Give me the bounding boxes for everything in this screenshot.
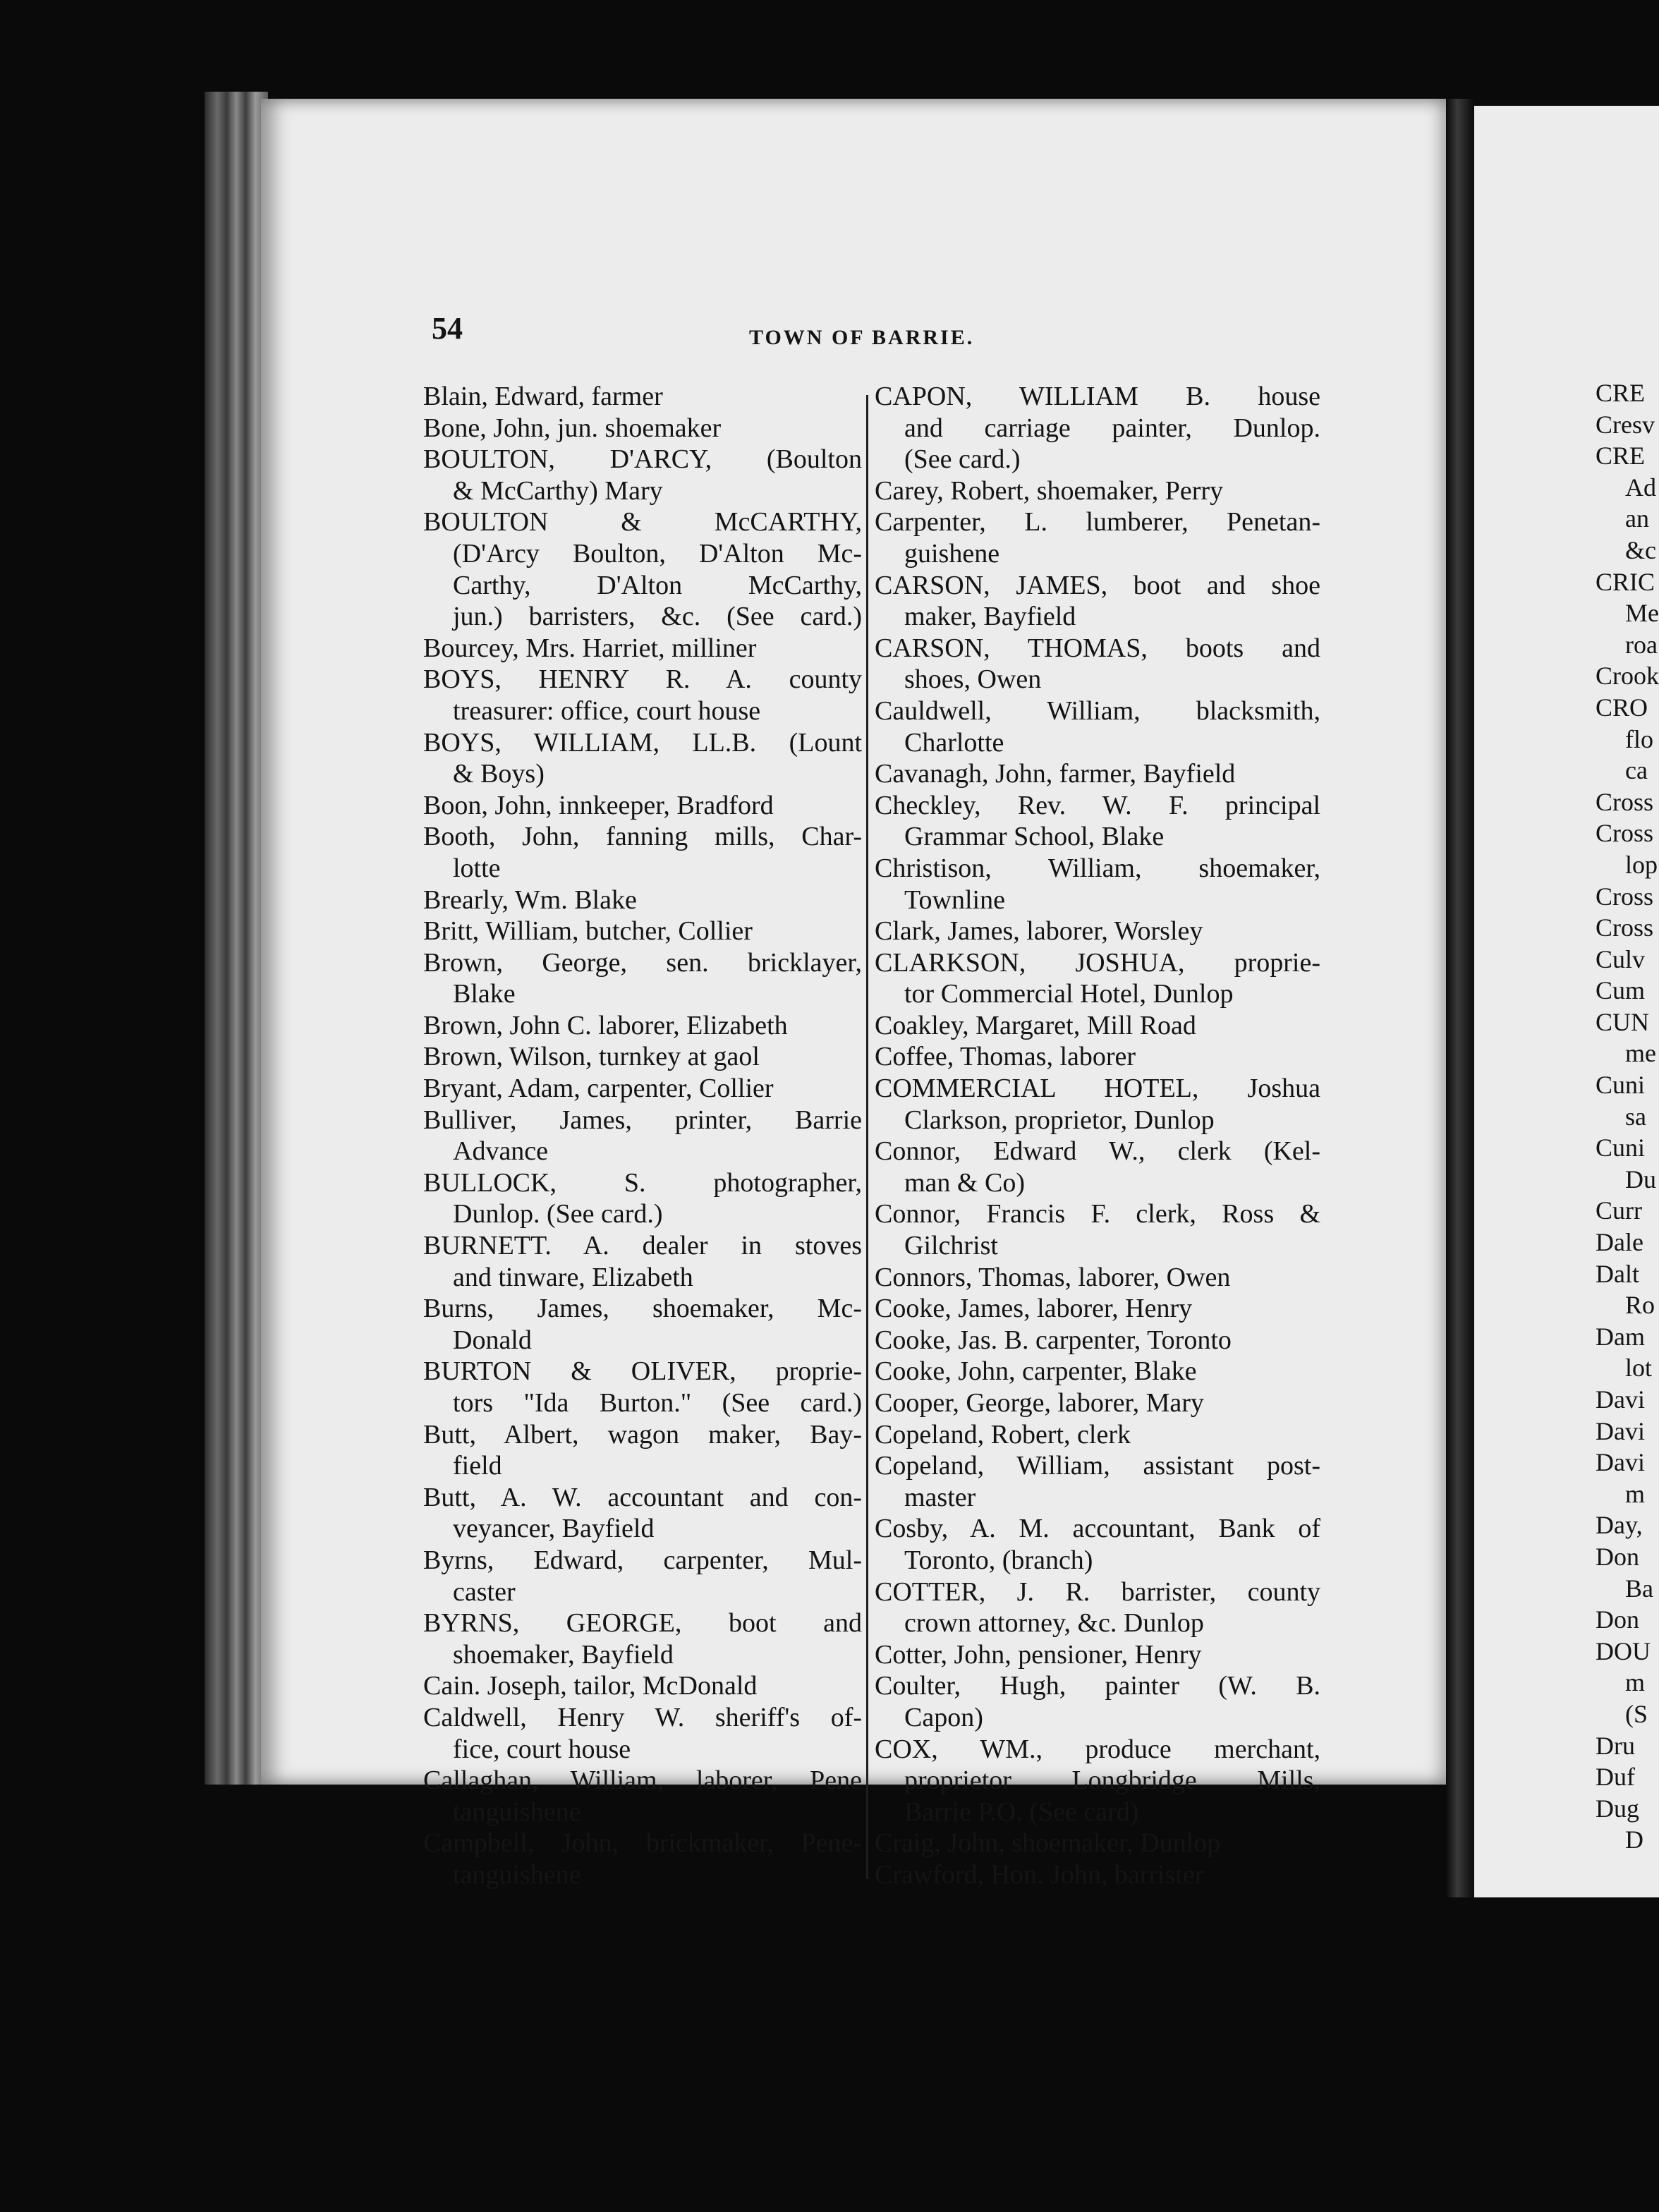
facing-page-line: me	[1625, 1039, 1656, 1068]
facing-page-line: Don	[1596, 1542, 1639, 1571]
directory-entry-line: Barrie P.O. (See card)	[904, 1797, 1139, 1827]
directory-entry-line: jun.) barristers, &c. (See card.)	[453, 602, 862, 632]
directory-entry-line: BURNETT. A. dealer in stoves	[423, 1231, 862, 1261]
directory-entry-line: BOYS, HENRY R. A. county	[423, 664, 862, 695]
directory-entry-line: Dunlop. (See card.)	[453, 1199, 663, 1229]
book-gutter	[1446, 99, 1474, 1897]
directory-entry-line: Connors, Thomas, laborer, Owen	[875, 1262, 1231, 1292]
directory-entry-line: shoemaker, Bayfield	[453, 1639, 674, 1670]
directory-entry-line: Byrns, Edward, carpenter, Mul-	[423, 1545, 862, 1575]
directory-entry-line: Gilchrist	[904, 1231, 998, 1261]
directory-entry-line: Campbell, John, brickmaker, Pene-	[423, 1828, 862, 1859]
facing-page-line: Cross	[1596, 913, 1654, 942]
facing-page-line: Don	[1596, 1605, 1639, 1634]
directory-entry-line: Coffee, Thomas, laborer	[875, 1042, 1136, 1072]
directory-entry-line: Coulter, Hugh, painter (W. B.	[875, 1671, 1320, 1701]
directory-entry-line: Crawford, Hon. John, barrister	[875, 1859, 1204, 1890]
directory-entry-line: caster	[453, 1576, 516, 1607]
directory-entry-line: Britt, William, butcher, Collier	[423, 916, 753, 947]
facing-page-line: lot	[1625, 1354, 1653, 1382]
directory-entry-line: Clarkson, proprietor, Dunlop	[904, 1105, 1215, 1135]
directory-entry-line: Donald	[453, 1325, 532, 1355]
directory-entry-line: Cain. Joseph, tailor, McDonald	[423, 1671, 758, 1701]
facing-page-line: Ba	[1625, 1574, 1653, 1603]
directory-entry-line: Cotter, John, pensioner, Henry	[875, 1639, 1202, 1670]
facing-page-line: Dalt	[1596, 1259, 1639, 1288]
directory-entry-line: CAPON, WILLIAM B. house	[875, 382, 1320, 411]
facing-page-line: an	[1625, 504, 1649, 533]
directory-entry-line: Butt, A. W. accountant and con-	[423, 1482, 862, 1512]
facing-page-line: Culv	[1596, 944, 1646, 973]
directory-entry-line: tanguishene	[453, 1797, 581, 1827]
directory-entry-line: Bryant, Adam, carpenter, Collier	[423, 1074, 774, 1104]
facing-page-line: CRE	[1596, 442, 1646, 470]
facing-page-line: Ro	[1625, 1291, 1655, 1320]
facing-page-line: Day,	[1596, 1511, 1643, 1540]
facing-page-line: Cross	[1596, 787, 1654, 816]
facing-page-line: CUN	[1596, 1007, 1650, 1036]
directory-entry-line: Callaghan, William, laborer, Pene	[423, 1766, 862, 1796]
directory-entry-line: Blake	[453, 979, 516, 1009]
directory-entry-line: Copeland, Robert, clerk	[875, 1419, 1131, 1450]
facing-page-line: DOU	[1596, 1636, 1651, 1665]
facing-page-line: Cuni	[1596, 1071, 1646, 1100]
facing-page-line: ca	[1625, 756, 1648, 785]
facing-page-line: Cross	[1596, 882, 1654, 911]
facing-page-line: CRIC	[1596, 567, 1655, 596]
directory-entry-line: Carey, Robert, shoemaker, Perry	[875, 475, 1224, 506]
facing-page-line: m	[1625, 1479, 1646, 1508]
directory-entry-line: Cooke, James, laborer, Henry	[875, 1294, 1193, 1324]
directory-entry-line: Advance	[453, 1136, 549, 1167]
facing-page-line: Cresv	[1596, 410, 1655, 439]
directory-entry-line: and tinware, Elizabeth	[453, 1262, 693, 1292]
directory-entry-line: Cooke, Jas. B. carpenter, Toronto	[875, 1325, 1232, 1355]
directory-entry-line: Bone, John, jun. shoemaker	[423, 413, 722, 443]
facing-page-fragment	[1596, 377, 1659, 1856]
directory-entry-line: crown attorney, &c. Dunlop	[904, 1608, 1204, 1639]
facing-page-line: (S	[1625, 1699, 1648, 1728]
directory-entry-line: Townline	[904, 885, 1005, 915]
directory-entry-line: tor Commercial Hotel, Dunlop	[904, 979, 1234, 1009]
directory-entry-line: Clark, James, laborer, Worsley	[875, 916, 1203, 947]
directory-entry-line: Burns, James, shoemaker, Mc-	[423, 1294, 862, 1324]
directory-entry-line: CARSON, THOMAS, boots and	[875, 633, 1320, 663]
directory-entry-line: lotte	[453, 853, 501, 883]
facing-page-line: Curr	[1596, 1196, 1642, 1225]
facing-page-line: D	[1625, 1825, 1643, 1854]
directory-entry-line: and carriage painter, Dunlop.	[904, 413, 1320, 443]
directory-entry-line: Checkley, Rev. W. F. principal	[875, 790, 1320, 820]
directory-entry-line: CLARKSON, JOSHUA, proprie-	[875, 947, 1320, 978]
directory-entry-line: Cauldwell, William, blacksmith,	[875, 695, 1320, 726]
directory-entry-line: Brearly, Wm. Blake	[423, 885, 637, 915]
directory-entry-line: tanguishene	[453, 1859, 581, 1890]
directory-entry-line: treasurer: office, court house	[453, 695, 761, 726]
facing-page-line: Dam	[1596, 1322, 1645, 1351]
facing-page-line: Davi	[1596, 1416, 1645, 1445]
facing-page-line: &c	[1625, 535, 1656, 564]
directory-entry-line: Brown, George, sen. bricklayer,	[423, 947, 862, 978]
directory-entry-line: & Boys)	[453, 759, 545, 789]
directory-entry-line: Cavanagh, John, farmer, Bayfield	[875, 759, 1236, 789]
directory-entry-line: BOYS, WILLIAM, LL.B. (Lount	[423, 727, 862, 758]
directory-entry-line: veyancer, Bayfield	[453, 1514, 655, 1544]
directory-entry-line: Brown, Wilson, turnkey at gaol	[423, 1042, 760, 1072]
directory-entry-line: Cosby, A. M. accountant, Bank of	[875, 1514, 1320, 1544]
directory-entry-line: BOULTON & McCARTHY,	[423, 507, 862, 537]
directory-entry-line: master	[904, 1482, 976, 1512]
facing-page-line: lop	[1625, 850, 1658, 879]
directory-entry-line: Craig, John, shoemaker, Dunlop	[875, 1828, 1221, 1859]
directory-entry-line: fice, court house	[453, 1734, 631, 1764]
book-page-edges	[205, 92, 268, 1785]
directory-entry-line: Booth, John, fanning mills, Char-	[423, 822, 862, 852]
directory-entry-line: Grammar School, Blake	[904, 822, 1165, 852]
facing-page-line: sa	[1625, 1102, 1646, 1131]
directory-entry-line: Blain, Edward, farmer	[423, 382, 663, 411]
directory-entry-line: proprietor Longbridge Mills,	[904, 1766, 1320, 1796]
right-column	[875, 381, 1320, 1891]
directory-entry-line: Coakley, Margaret, Mill Road	[875, 1010, 1196, 1040]
directory-entry-line: maker, Bayfield	[904, 602, 1076, 632]
facing-page-line: Du	[1625, 1165, 1656, 1193]
directory-entry-line: Capon)	[904, 1702, 983, 1732]
directory-entry-line: Connor, Edward W., clerk (Kel-	[875, 1136, 1320, 1167]
facing-page-line: Crook	[1596, 662, 1659, 691]
directory-entry-line: Carthy, D'Alton McCarthy,	[453, 570, 862, 600]
directory-entry-line: Bourcey, Mrs. Harriet, milliner	[423, 633, 757, 663]
facing-page-line: CRE	[1596, 379, 1646, 407]
directory-entry-line: Bulliver, James, printer, Barrie	[423, 1105, 862, 1135]
directory-entry-line: COMMERCIAL HOTEL, Joshua	[875, 1074, 1320, 1104]
facing-page-line: Davi	[1596, 1385, 1645, 1414]
directory-entry-line: tors "Ida Burton." (See card.)	[453, 1388, 862, 1418]
directory-entry-line: Christison, William, shoemaker,	[875, 853, 1320, 883]
directory-entry-line: Copeland, William, assistant post-	[875, 1451, 1320, 1481]
directory-entry-line: Caldwell, Henry W. sheriff's of-	[423, 1702, 862, 1732]
directory-entry-line: & McCarthy) Mary	[453, 475, 663, 506]
directory-entry-line: Cooke, John, carpenter, Blake	[875, 1356, 1197, 1387]
directory-entry-line: (D'Arcy Boulton, D'Alton Mc-	[453, 538, 862, 569]
directory-entry-line: Carpenter, L. lumberer, Penetan-	[875, 507, 1320, 537]
directory-entry-line: CARSON, JAMES, boot and shoe	[875, 570, 1320, 600]
facing-page-line: flo	[1625, 724, 1653, 753]
facing-page-line: roa	[1625, 630, 1658, 659]
directory-entry-line: Charlotte	[904, 727, 1004, 758]
directory-entry-line: BULLOCK, S. photographer,	[423, 1167, 862, 1198]
facing-page-line: m	[1625, 1668, 1646, 1697]
facing-page-line: Ad	[1625, 473, 1656, 502]
facing-page-line: CRO	[1596, 693, 1648, 722]
directory-entry-line: Cooper, George, laborer, Mary	[875, 1388, 1204, 1418]
page-number: 54	[432, 311, 463, 346]
directory-entry-line: Connor, Francis F. clerk, Ross &	[875, 1199, 1320, 1229]
facing-page-line: Dru	[1596, 1731, 1635, 1760]
directory-entry-line: BYRNS, GEORGE, boot and	[423, 1608, 862, 1639]
directory-entry-line: field	[453, 1451, 502, 1481]
column-divider	[866, 395, 868, 1879]
directory-entry-line: Butt, Albert, wagon maker, Bay-	[423, 1419, 862, 1450]
directory-entry-line: (See card.)	[904, 444, 1021, 475]
directory-entry-line: Toronto, (branch)	[904, 1545, 1093, 1575]
facing-page-line: Davi	[1596, 1448, 1645, 1477]
directory-entry-line: shoes, Owen	[904, 664, 1042, 695]
facing-page-line: Dug	[1596, 1794, 1639, 1823]
facing-page-line: Me	[1625, 599, 1659, 628]
directory-entry-line: guishene	[904, 538, 1000, 569]
running-title: TOWN OF BARRIE.	[749, 326, 975, 349]
facing-page-line: Cross	[1596, 819, 1654, 848]
directory-entry-line: COX, WM., produce merchant,	[875, 1734, 1320, 1764]
directory-entry-line: COTTER, J. R. barrister, county	[875, 1576, 1320, 1607]
directory-entry-line: man & Co)	[904, 1167, 1025, 1198]
facing-page-line: Cuni	[1596, 1134, 1646, 1162]
directory-entry-line: BURTON & OLIVER, proprie-	[423, 1356, 862, 1387]
left-column	[423, 381, 862, 1891]
facing-page-line: Cum	[1596, 976, 1646, 1005]
facing-page-line: Duf	[1596, 1763, 1635, 1792]
directory-entry-line: BOULTON, D'ARCY, (Boulton	[423, 444, 862, 475]
directory-entry-line: Boon, John, innkeeper, Bradford	[423, 790, 774, 820]
directory-entry-line: Brown, John C. laborer, Elizabeth	[423, 1010, 788, 1040]
facing-page-line: Dale	[1596, 1228, 1643, 1257]
